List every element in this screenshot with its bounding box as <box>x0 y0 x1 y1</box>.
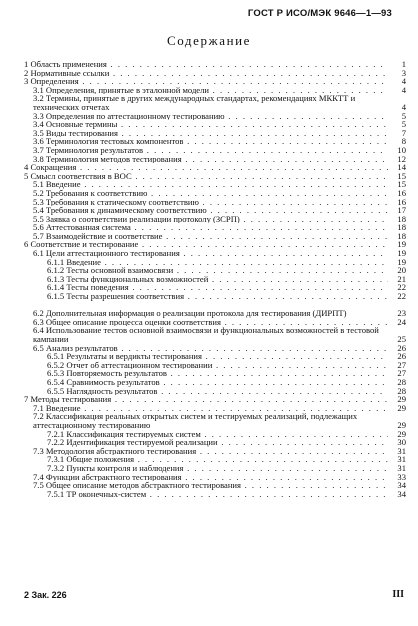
toc-entry-title <box>24 240 388 249</box>
toc-entry-title <box>24 455 388 464</box>
toc-entry <box>24 69 406 78</box>
toc-entry <box>24 137 406 146</box>
toc-entry-title <box>24 430 388 439</box>
toc-entry-title <box>24 395 388 404</box>
toc-entry-label: Виды тестирования <box>43 128 118 138</box>
toc-entry-page: 22 <box>397 291 406 302</box>
toc-entry-number: 6.1.5 <box>47 292 65 301</box>
toc-entry-label: Классификация тестируемых систем <box>64 429 201 439</box>
toc-entry-number: 3.3 <box>33 111 44 121</box>
toc-entry-title <box>24 137 388 146</box>
toc-entry <box>24 481 406 490</box>
toc-entry-label: Определения по аттестационному тестированию <box>43 111 225 121</box>
toc-entry <box>24 155 406 164</box>
toc-entry-label: Сокращения <box>28 163 77 172</box>
toc-entry-title <box>24 86 388 95</box>
toc-entry-number: 7 <box>24 395 29 404</box>
toc-entry-number: 6.1.1 <box>47 257 65 267</box>
toc-entry-label: Тесты поведения <box>64 283 129 293</box>
toc-entry-label: Аттестованная система <box>43 223 131 232</box>
toc-entry <box>24 395 406 404</box>
toc-entry-title <box>24 318 388 327</box>
toc-entry-label: Тесты функциональных возможностей <box>64 274 209 284</box>
toc-entry-page: 28 <box>397 385 406 396</box>
toc-entry-page: 19 <box>397 239 406 250</box>
toc-entry-label: Результаты и вердикты тестирования <box>64 352 202 361</box>
toc-entry-page: 17 <box>397 205 406 216</box>
toc-entry-label: Смысл соответствия в ВОС <box>28 171 132 181</box>
toc-entry-number: 7.3.1 <box>47 455 65 464</box>
toc-entry-page: 18 <box>397 213 406 224</box>
toc-entry-number: 3.4 <box>33 120 44 129</box>
toc-entry <box>24 180 406 189</box>
toc-entry-number: 3.5 <box>33 128 44 138</box>
toc-entry <box>24 120 406 129</box>
toc-entry <box>24 206 406 215</box>
toc-entry-title <box>24 344 388 353</box>
toc-entry-page: 31 <box>397 462 406 473</box>
toc-entry-page: 5 <box>401 119 406 130</box>
toc-entry-page: 4 <box>401 76 406 87</box>
toc-entry-title <box>24 473 388 482</box>
toc-entry-label: Дополнительная информация о реализации протокола для тестирования (ДИРПТ) <box>43 309 347 318</box>
toc-entry-page: 4 <box>401 101 406 112</box>
toc-entry-label: Основные термины <box>43 120 118 129</box>
toc-entry-number: 6.5.2 <box>47 360 65 370</box>
toc-entry-page: 18 <box>397 230 406 241</box>
toc-entry <box>24 378 406 387</box>
toc-entry-number: 6.4 <box>33 326 44 336</box>
toc-entry-label: Функции абстрактного тестирования <box>43 472 182 482</box>
toc-entry-label: Определения <box>28 77 79 86</box>
toc-entry-label: Тесты основной взаимосвязи <box>64 266 174 275</box>
toc-entry-title <box>24 258 388 267</box>
toc-entry-title <box>24 404 388 413</box>
toc-entry-number: 7.5 <box>33 481 44 490</box>
toc-entry-label: Использование тестов основной взаимосвязи и функциональных возможностей в тестовой кампании <box>33 326 379 344</box>
toc-entry <box>24 438 406 447</box>
toc-entry-page: 34 <box>397 488 406 499</box>
toc-entry-number: 1 <box>24 60 29 69</box>
toc-entry-page: 16 <box>397 196 406 207</box>
toc-entry-number: 4 <box>24 163 29 172</box>
toc-entry-label: Требования к соответствию <box>43 188 148 198</box>
toc-entry-page: 3 <box>401 67 406 78</box>
toc-entry-label: Отчет об аттестационном тестировании <box>64 360 213 370</box>
toc-entry-page: 7 <box>401 127 406 138</box>
toc-entry-title <box>24 198 388 207</box>
toc-entry <box>24 301 406 318</box>
toc-entry-label: Методология абстрактного тестирования <box>43 446 197 456</box>
toc-entry-title <box>24 309 388 318</box>
toc-entry-title <box>24 412 388 429</box>
toc-entry-label: Пункты контроля и наблюдения <box>64 463 184 473</box>
toc-entry-number: 7.1 <box>33 403 44 413</box>
toc-entry-label: Цели аттестационного тестирования <box>43 249 180 258</box>
toc-entry-number: 5.4 <box>33 206 44 215</box>
toc-entry-label: Определения, принятые в эталонной модели <box>43 85 210 95</box>
footer-order-number: 2 Зак. 226 <box>24 590 67 600</box>
toc-entry-label: Требования к динамическому соответствию <box>43 206 207 215</box>
toc-entry <box>24 326 406 343</box>
toc-entry-label: Термины, принятые в других международных стандартах, рекомендациях МККТТ и технических отчетах <box>33 94 356 112</box>
toc-entry-page: 29 <box>397 394 406 405</box>
toc-entry-number: 2 <box>24 68 29 78</box>
toc-entry-title <box>24 352 388 361</box>
toc-entry-label: ТР оконечных-систем <box>64 489 147 499</box>
toc-entry <box>24 223 406 232</box>
toc-entry-page: 12 <box>397 153 406 164</box>
toc-entry <box>24 146 406 155</box>
toc-entry <box>24 404 406 413</box>
toc-entry-number: 6.5.4 <box>47 377 65 387</box>
toc-entry-label: Взаимодействие и соответствие <box>43 231 163 241</box>
toc-entry-label: Терминология результатов <box>43 145 144 155</box>
toc-entry-title <box>24 215 388 224</box>
toc-entry-title <box>24 292 388 301</box>
toc-entry-number: 6.1.4 <box>47 283 65 293</box>
toc-entry-page: 27 <box>397 359 406 370</box>
toc-entry-title <box>24 223 388 232</box>
toc-entry-number: 7.4 <box>33 472 44 482</box>
toc-entry-page: 15 <box>397 170 406 181</box>
toc-entry-number: 6.1.3 <box>47 274 65 284</box>
toc-entry-title <box>24 129 388 138</box>
toc-entry-number: 3 <box>24 77 29 86</box>
toc-entry <box>24 447 406 456</box>
toc-entry-page: 26 <box>397 351 406 362</box>
toc-entry <box>24 369 406 378</box>
toc-entry-title <box>24 361 388 370</box>
toc-entry-label: Общее описание процесса оценки соответствия <box>43 317 221 327</box>
toc-entry <box>24 77 406 86</box>
toc-entry-label: Общие положения <box>64 455 135 464</box>
toc-entry-label: Нормативные ссылки <box>28 68 110 78</box>
toc-entry-title <box>24 464 388 473</box>
toc-entry <box>24 283 406 292</box>
toc-entry-number: 5.7 <box>33 231 44 241</box>
toc-entry-number: 3.8 <box>33 154 44 164</box>
toc-entry-label: Введение <box>64 257 101 267</box>
toc-entry <box>24 172 406 181</box>
toc-entry-title <box>24 172 388 181</box>
toc-entry <box>24 361 406 370</box>
toc-entry <box>24 86 406 95</box>
toc-entry-label: Тесты разрешения соответствия <box>64 292 185 301</box>
toc-entry-title <box>24 120 388 129</box>
toc-entry-title <box>24 112 388 121</box>
toc-entry-page: 29 <box>397 428 406 439</box>
toc-entry-page: 16 <box>397 187 406 198</box>
toc-entry <box>24 344 406 353</box>
toc-entry-title <box>24 94 388 111</box>
toc-entry-title <box>24 387 388 396</box>
toc-entry <box>24 129 406 138</box>
toc-entry-number: 3.1 <box>33 85 44 95</box>
page-number: III <box>392 589 404 600</box>
toc-entry-title <box>24 206 388 215</box>
toc-entry-label: Анализ результатов <box>43 343 118 353</box>
toc-entry <box>24 292 406 301</box>
toc-entry-title <box>24 378 388 387</box>
toc-entry-page: 23 <box>397 308 406 319</box>
toc-entry-title <box>24 447 388 456</box>
toc-entry-number: 6 <box>24 240 29 250</box>
toc-entry-title <box>24 232 388 241</box>
toc-entry-number: 6.5 <box>33 343 44 353</box>
toc-entry-page: 24 <box>397 316 406 327</box>
toc-entry-page: 21 <box>397 273 406 284</box>
toc-entry-label: Сравнимость результатов <box>64 377 160 387</box>
toc-entry-page: 8 <box>401 136 406 147</box>
toc-entry-number: 6.2 <box>33 309 44 318</box>
toc-entry-number: 7.5.1 <box>47 489 65 499</box>
toc-entry-number: 7.2 <box>33 412 44 422</box>
toc-entry-page: 10 <box>397 144 406 155</box>
toc-entry <box>24 275 406 284</box>
toc-entry-number: 5.6 <box>33 223 44 232</box>
toc-entry-title <box>24 155 388 164</box>
toc-entry-page: 22 <box>397 282 406 293</box>
toc-entry-number: 6.5.3 <box>47 369 65 378</box>
toc-entry-page: 26 <box>397 342 406 353</box>
toc-entry-page: 18 <box>397 222 406 233</box>
toc-entry-page: 20 <box>397 265 406 276</box>
toc-entry-title <box>24 326 388 343</box>
toc-entry <box>24 387 406 396</box>
toc-entry-page: 33 <box>397 471 406 482</box>
toc-entry-number: 5.5 <box>33 214 44 224</box>
toc-entry-page: 15 <box>397 179 406 190</box>
toc-entry-number: 5.1 <box>33 180 44 189</box>
toc-entry-label: Терминология тестовых компонентов <box>43 137 184 146</box>
toc-entry-title <box>24 69 388 78</box>
toc-entry-label: Требования к статическому соответствию <box>43 197 199 207</box>
toc-entry-number: 7.3 <box>33 446 44 456</box>
toc-entry <box>24 215 406 224</box>
document-header: ГОСТ Р ИСО/МЭК 9646—1—93 <box>247 8 392 19</box>
toc-entry-label: Повторяемость результатов <box>64 369 167 378</box>
page-title: Содержание <box>166 33 252 48</box>
toc-entry-title <box>24 146 388 155</box>
toc-entry <box>24 60 406 69</box>
table-of-contents <box>24 60 406 498</box>
toc-entry-page: 1 <box>401 59 406 69</box>
toc-entry-label: Введение <box>43 403 81 413</box>
toc-entry-number: 3.7 <box>33 145 44 155</box>
toc-entry-label: Идентификация тестируемой реализации <box>64 438 218 447</box>
toc-entry-number: 7.2.2 <box>47 438 65 447</box>
toc-entry-page: 19 <box>397 256 406 267</box>
toc-entry-number: 7.3.2 <box>47 463 65 473</box>
toc-entry-page: 31 <box>397 445 406 456</box>
toc-entry <box>24 318 406 327</box>
toc-entry-title <box>24 481 388 490</box>
toc-entry-label: Методы тестирования <box>28 395 112 404</box>
toc-entry-label: Классификация реальных открытых систем и тестируемых реализаций, подлежащих аттестационному тестированию <box>33 412 358 430</box>
toc-entry <box>24 352 406 361</box>
toc-entry <box>24 232 406 241</box>
toc-entry-page: 31 <box>397 454 406 465</box>
toc-entry <box>24 112 406 121</box>
toc-entry-title <box>24 490 388 499</box>
toc-entry <box>24 94 406 111</box>
toc-entry-title <box>24 180 388 189</box>
toc-entry-title <box>24 438 388 447</box>
toc-entry-label: Область применения <box>28 60 107 69</box>
toc-entry-page: 30 <box>397 437 406 448</box>
toc-entry-title <box>24 77 388 86</box>
toc-entry-page: 14 <box>397 162 406 173</box>
toc-entry-number: 7.2.1 <box>47 429 65 439</box>
toc-entry <box>24 249 406 258</box>
toc-entry-page: 28 <box>397 376 406 387</box>
toc-entry <box>24 163 406 172</box>
toc-entry-title <box>24 283 388 292</box>
toc-entry-number: 6.1 <box>33 249 44 258</box>
toc-entry <box>24 266 406 275</box>
toc-entry <box>24 412 406 429</box>
toc-entry-label: Соответствие и тестирование <box>28 240 139 250</box>
toc-entry-number: 3.2 <box>33 94 44 104</box>
toc-entry-page: 5 <box>401 110 406 121</box>
toc-entry-number: 5 <box>24 171 29 181</box>
toc-entry-title <box>24 163 388 172</box>
toc-entry-page: 29 <box>397 419 406 430</box>
toc-entry-page: 19 <box>397 248 406 259</box>
toc-entry-title <box>24 189 388 198</box>
toc-entry-page: 29 <box>397 402 406 413</box>
toc-entry-label: Общее описание методов абстрактного тестирования <box>43 481 241 490</box>
toc-entry <box>24 490 406 499</box>
toc-entry-page: 4 <box>401 84 406 95</box>
toc-entry-label: Наглядность результатов <box>64 386 158 396</box>
toc-entry-number: 5.3 <box>33 197 44 207</box>
toc-entry-title <box>24 369 388 378</box>
toc-entry-title <box>24 249 388 258</box>
toc-entry-page: 34 <box>397 480 406 491</box>
toc-entry-label: Введение <box>43 180 81 189</box>
toc-entry-label: Терминология методов тестирования <box>43 154 182 164</box>
toc-entry-number: 6.5.5 <box>47 386 65 396</box>
toc-entry-page: 25 <box>397 334 406 344</box>
toc-entry-number: 6.3 <box>33 317 44 327</box>
toc-entry-number: 6.5.1 <box>47 352 65 361</box>
toc-entry-title <box>24 266 388 275</box>
toc-entry <box>24 464 406 473</box>
toc-entry-number: 5.2 <box>33 188 44 198</box>
toc-entry-page: 27 <box>397 368 406 379</box>
toc-entry <box>24 198 406 207</box>
toc-entry-number: 3.6 <box>33 137 44 146</box>
toc-entry <box>24 258 406 267</box>
toc-entry-number: 6.1.2 <box>47 266 65 275</box>
toc-entry-title <box>24 275 388 284</box>
toc-entry <box>24 430 406 439</box>
toc-entry-label: Заявка о соответствии реализации протоколу (ЗСРП) <box>43 214 240 224</box>
toc-entry <box>24 240 406 249</box>
toc-entry <box>24 189 406 198</box>
toc-entry-title <box>24 60 388 69</box>
toc-entry <box>24 473 406 482</box>
toc-entry <box>24 455 406 464</box>
